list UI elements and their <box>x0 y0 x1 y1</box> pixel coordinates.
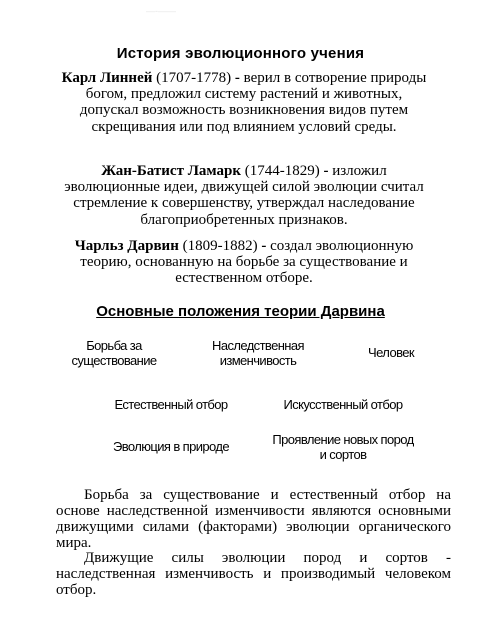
scientist-dates: (1744-1829) <box>244 163 320 179</box>
darwin-paragraph <box>58 238 430 287</box>
scientist-name: Жан-Батист Ламарк <box>101 163 241 179</box>
diagram-struggle: Борьба за существование <box>71 338 157 368</box>
scientist-dates: (1707-1778) <box>156 70 232 86</box>
dash: - <box>257 238 271 254</box>
diagram-heredity: Наследственная изменчивость <box>212 338 304 368</box>
scientist-dates: (1809-1882) <box>182 238 258 254</box>
scientist-description: верил в сотворение природы богом, предложил систему растений и животных, допускал возможность возникновения видов путем скрещивания или под влиянием условий среды. <box>79 70 427 135</box>
lamarck-paragraph <box>58 163 430 228</box>
section-subtitle: Основные положения теории Дарвина <box>96 303 385 320</box>
scientist-name: Чарльз Дарвин <box>74 238 179 254</box>
diagram-evolution-nature: Эволюция в природе <box>113 439 229 454</box>
diagram-artificial-selection: Искусственный отбор <box>283 397 403 412</box>
diagram-new-breeds: Проявление новых пород и сортов <box>272 432 414 462</box>
page-title: История эволюционного учения <box>116 45 365 62</box>
dash: - <box>231 70 244 86</box>
scientist-description: изложил эволюционные идеи, движущей силой эволюции считал стремление к совершенству, утверждал наследование благоприобретенных признаков. <box>64 163 424 228</box>
linnaeus-paragraph <box>58 70 430 135</box>
scientist-description: создал эволюционную теорию, основанную на борьбе за существование и естественном отборе. <box>80 238 414 287</box>
dash: - <box>319 163 333 179</box>
scientist-name: Карл Линней <box>61 70 153 86</box>
diagram-natural-selection: Естественный отбор <box>114 397 228 412</box>
conclusion-paragraph: Борьба за существование и естественный отбор на основе наследственной изменчивости являются основными движущими силами (факторами) эволюции органического мира. <box>56 487 451 551</box>
conclusion-paragraph: Движущие силы эволюции пород и сортов - наследственная изменчивость и производимый человеком отбор. <box>56 550 451 598</box>
diagram-human: Человек <box>368 345 414 360</box>
header-mark: —-—— <box>146 6 176 16</box>
